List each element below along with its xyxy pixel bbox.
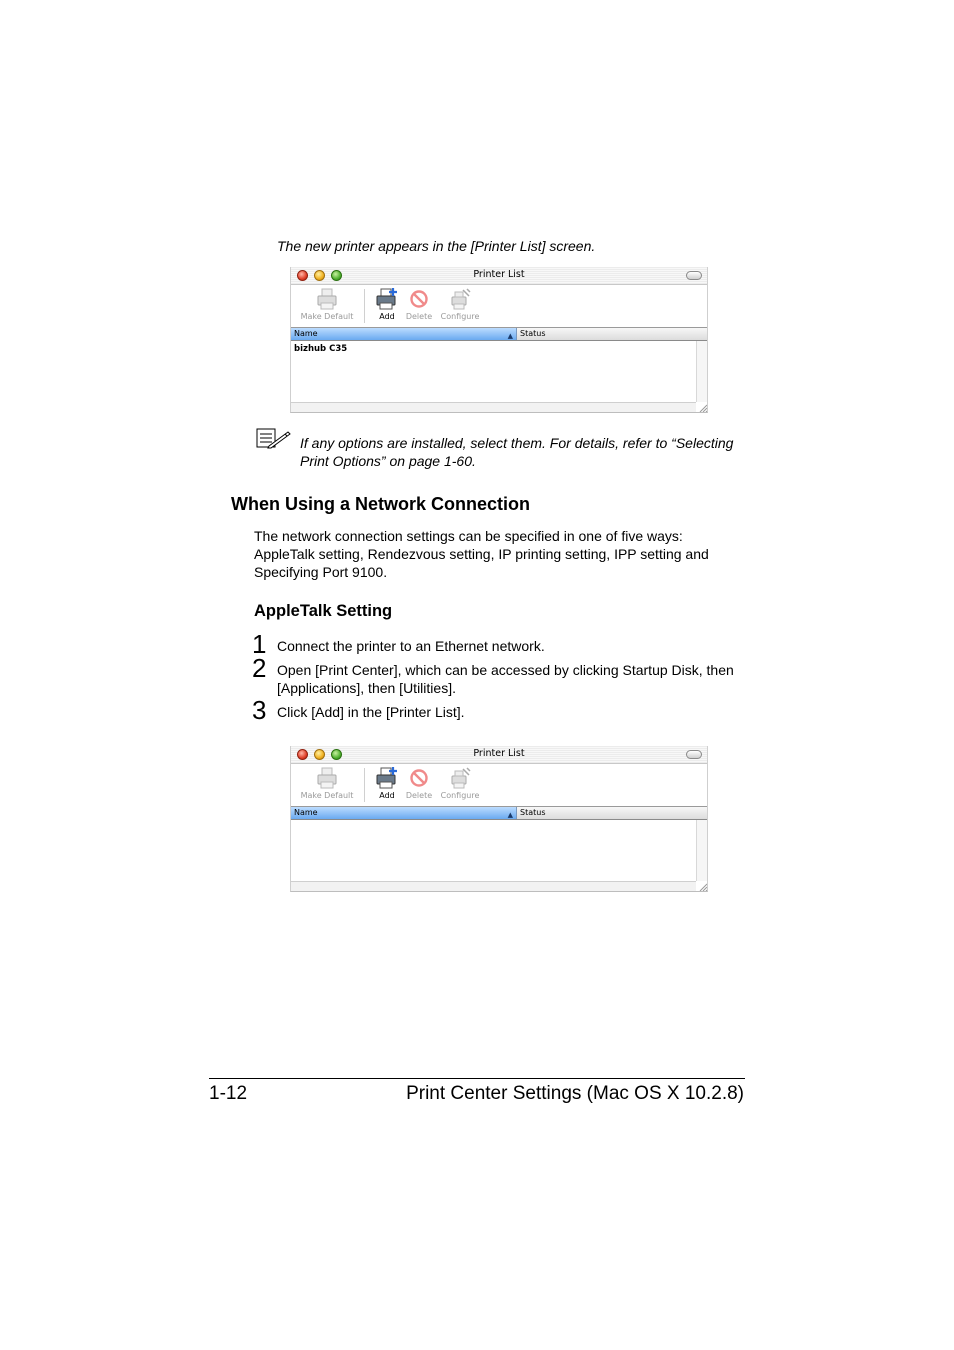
- delete-icon: [408, 287, 430, 311]
- note-line-1: If any options are installed, select them. For details, refer to “Selecting: [300, 435, 734, 451]
- bottom-bar: [290, 881, 696, 892]
- column-header-name[interactable]: [290, 807, 517, 819]
- column-header-name[interactable]: [290, 328, 517, 340]
- column-header-status[interactable]: [518, 328, 546, 340]
- add-printer-icon: [376, 766, 398, 790]
- step-2-line-2: [Applications], then [Utilities].: [277, 680, 456, 696]
- intro-line-2: AppleTalk setting, Rendezvous setting, IP printing setting, IPP setting and: [254, 546, 709, 562]
- window-title: Printer List: [473, 748, 525, 759]
- make-default-label: Make Default: [300, 312, 354, 321]
- add-printer-icon: [376, 287, 398, 311]
- list-header: [290, 807, 708, 820]
- configure-printer-icon: [449, 766, 471, 790]
- resize-grip-icon[interactable]: [697, 881, 708, 892]
- footer-rule: [209, 1078, 745, 1079]
- toolbar-toggle-button[interactable]: [686, 750, 702, 759]
- step-text: [277, 703, 747, 721]
- delete-label: Delete: [405, 312, 433, 321]
- printer-list: [290, 341, 695, 402]
- step-number: 2: [252, 653, 267, 683]
- delete-label: Delete: [405, 791, 433, 800]
- column-name-label: Name: [294, 329, 318, 338]
- column-name-label: Name: [294, 808, 318, 817]
- page-number: 1-12: [209, 1083, 248, 1104]
- toolbar: [290, 285, 708, 328]
- make-default-button[interactable]: [298, 766, 356, 800]
- subsection-title: AppleTalk Setting: [254, 602, 393, 620]
- column-status-label: Status: [520, 329, 546, 338]
- printer-list-window-empty: [290, 746, 708, 892]
- note-pencil-icon: [255, 427, 291, 449]
- printer-list: [290, 820, 695, 881]
- vertical-scrollbar[interactable]: [696, 341, 708, 402]
- step-text: [277, 637, 747, 655]
- section-title: When Using a Network Connection: [231, 494, 531, 514]
- list-item[interactable]: [290, 341, 695, 354]
- step-3-line-1: Click [Add] in the [Printer List].: [277, 704, 465, 720]
- step-text: [277, 661, 747, 697]
- add-button[interactable]: [372, 766, 402, 800]
- toolbar: [290, 764, 708, 807]
- configure-button[interactable]: [438, 287, 482, 321]
- bottom-bar: [290, 402, 696, 413]
- step-1-line-1: Connect the printer to an Ethernet network.: [277, 638, 545, 654]
- delete-button[interactable]: [404, 287, 434, 321]
- sort-ascending-icon: ▲: [507, 332, 513, 340]
- window-titlebar[interactable]: [290, 746, 708, 764]
- make-default-printer-icon: [316, 287, 338, 311]
- step-2-line-1: Open [Print Center], which can be accessed by clicking Startup Disk, then: [277, 662, 734, 678]
- configure-button[interactable]: [438, 766, 482, 800]
- column-status-label: Status: [520, 808, 546, 817]
- add-button[interactable]: [372, 287, 402, 321]
- add-label: Add: [379, 312, 395, 321]
- toolbar-separator: [364, 768, 365, 802]
- make-default-label: Make Default: [300, 791, 354, 800]
- step-number: 1: [252, 629, 267, 659]
- vertical-scrollbar[interactable]: [696, 820, 708, 881]
- list-header: [290, 328, 708, 341]
- toolbar-separator: [364, 289, 365, 323]
- note-text: [300, 434, 750, 470]
- delete-icon: [408, 766, 430, 790]
- add-label: Add: [379, 791, 395, 800]
- delete-button[interactable]: [404, 766, 434, 800]
- resize-grip-icon[interactable]: [697, 402, 708, 413]
- make-default-printer-icon: [316, 766, 338, 790]
- window-titlebar[interactable]: [290, 267, 708, 285]
- configure-printer-icon: [449, 287, 471, 311]
- window-title: Printer List: [473, 269, 525, 280]
- printer-name: bizhub C35: [294, 344, 348, 354]
- configure-label: Configure: [440, 791, 480, 800]
- printer-list-window: [290, 267, 708, 413]
- figure-caption: The new printer appears in the [Printer List] screen.: [277, 238, 596, 254]
- sort-ascending-icon: ▲: [507, 811, 513, 819]
- step-number: 3: [252, 695, 267, 725]
- footer-title: Print Center Settings (Mac OS X 10.2.8): [406, 1083, 744, 1104]
- toolbar-toggle-button[interactable]: [686, 271, 702, 280]
- note-line-2: Print Options” on page 1-60.: [300, 453, 476, 469]
- make-default-button[interactable]: [298, 287, 356, 321]
- configure-label: Configure: [440, 312, 480, 321]
- intro-paragraph: [254, 527, 744, 581]
- intro-line-3: Specifying Port 9100.: [254, 564, 388, 580]
- intro-line-1: The network connection settings can be specified in one of five ways:: [254, 528, 683, 544]
- column-header-status[interactable]: [518, 807, 546, 819]
